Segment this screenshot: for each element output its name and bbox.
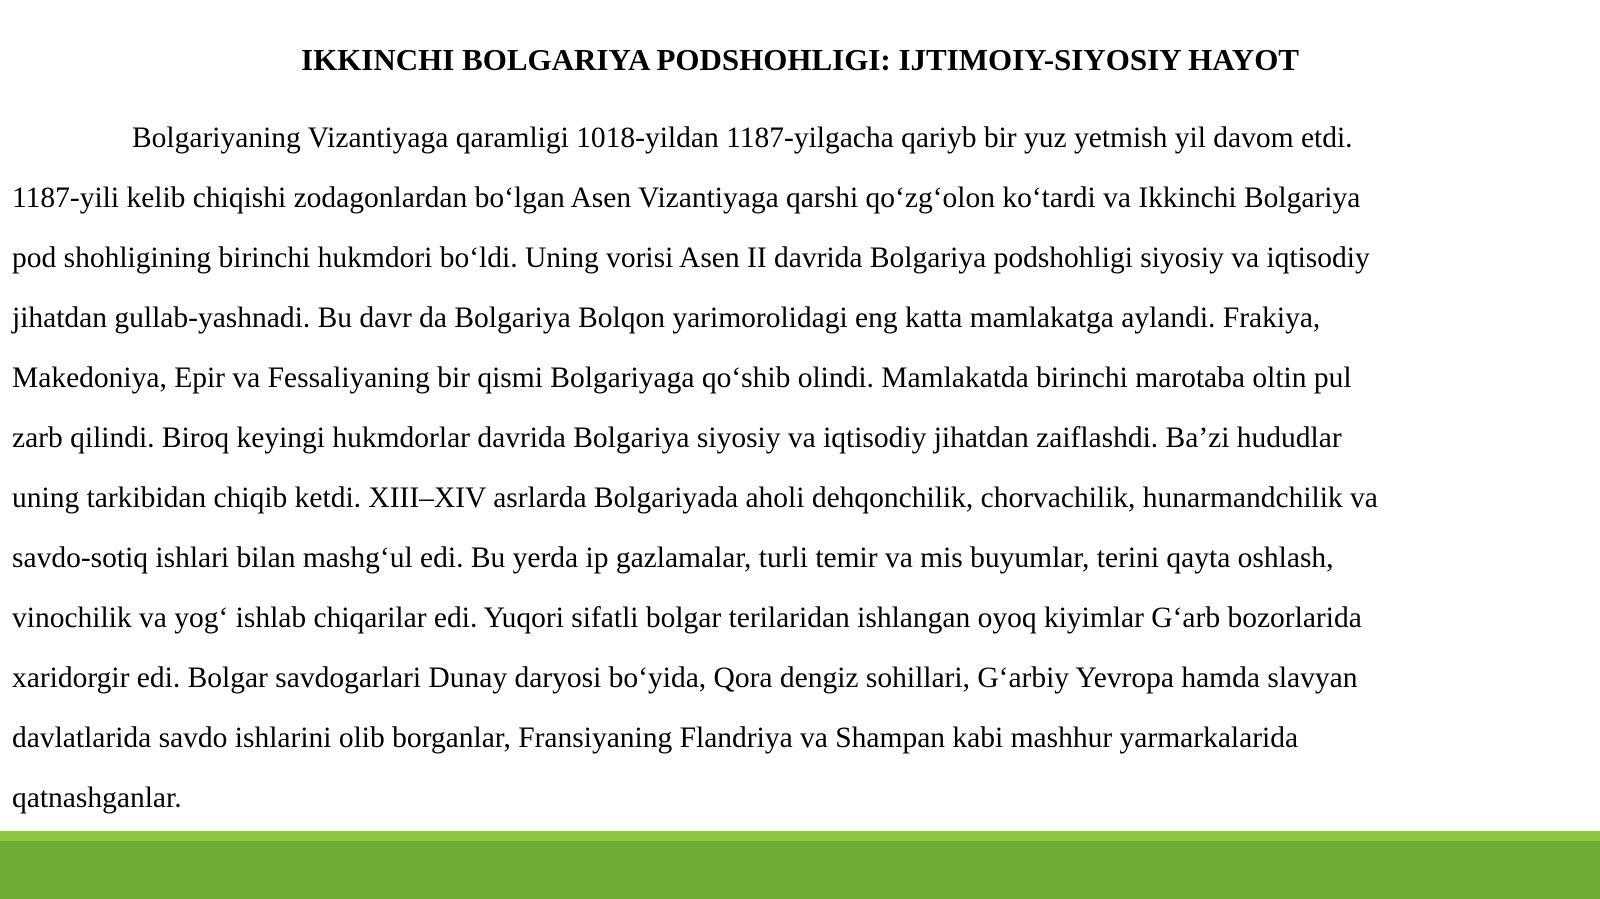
paragraph-line: 1187-yili kelib chiqishi zodagonlardan bo‘lgan Asen Vizantiyaga qarshi qo‘zg‘olon ko‘tardi va Ikkinchi Bolgariya	[12, 182, 1361, 214]
footer-accent-stripe	[0, 831, 1600, 841]
paragraph-line: uning tarkibidan chiqib ketdi. XIII–XIV asrlarda Bolgariyada aholi dehqonchilik, chorvachilik, hunarmandchilik va	[12, 482, 1378, 514]
slide-title: IKKINCHI BOLGARIYA PODSHOHLIGI: IJTIMOIY-SIYOSIY HAYOT	[301, 42, 1299, 77]
footer-green-band	[0, 841, 1600, 899]
body-paragraph	[12, 108, 1577, 828]
paragraph-line: qatnashganlar.	[12, 782, 182, 814]
paragraph-line: vinochilik va yog‘ ishlab chiqarilar edi. Yuqori sifatli bolgar terilaridan ishlangan oyoq kiyimlar G‘arb bozorlarida	[12, 602, 1362, 634]
paragraph-line: davlatlarida savdo ishlarini olib borganlar, Fransiyaning Flandriya va Shampan kabi mashhur yarmarkalarida	[12, 722, 1299, 754]
paragraph-line: Bolgariyaning Vizantiyaga qaramligi 1018-yildan 1187-yilgacha qariyb bir yuz yetmish yil davom etdi.	[132, 122, 1353, 154]
paragraph-line: jihatdan gullab-yashnadi. Bu davr da Bolgariya Bolqon yarimorolidagi eng katta mamlakatga aylandi. Frakiya,	[12, 302, 1321, 334]
paragraph-line: xaridorgir edi. Bolgar savdogarlari Dunay daryosi bo‘yida, Qora dengiz sohillari, G‘arbiy Yevropa hamda slavyan	[12, 662, 1358, 694]
paragraph-line: pod shohligining birinchi hukmdori bo‘ldi. Uning vorisi Asen II davrida Bolgariya podshohligi siyosiy va iqtisodiy	[12, 242, 1370, 274]
paragraph-line: savdo-sotiq ishlari bilan mashg‘ul edi. Bu yerda ip gazlamalar, turli temir va mis buyumlar, terini qayta oshlash,	[12, 542, 1334, 574]
paragraph-line: zarb qilindi. Biroq keyingi hukmdorlar davrida Bolgariya siyosiy va iqtisodiy jihatdan zaiflashdi. Ba’zi hududlar	[12, 422, 1342, 454]
paragraph-line: Makedoniya, Epir va Fessaliyaning bir qismi Bolgariyaga qo‘shib olindi. Mamlakatda birinchi marotaba oltin pul	[12, 362, 1352, 394]
